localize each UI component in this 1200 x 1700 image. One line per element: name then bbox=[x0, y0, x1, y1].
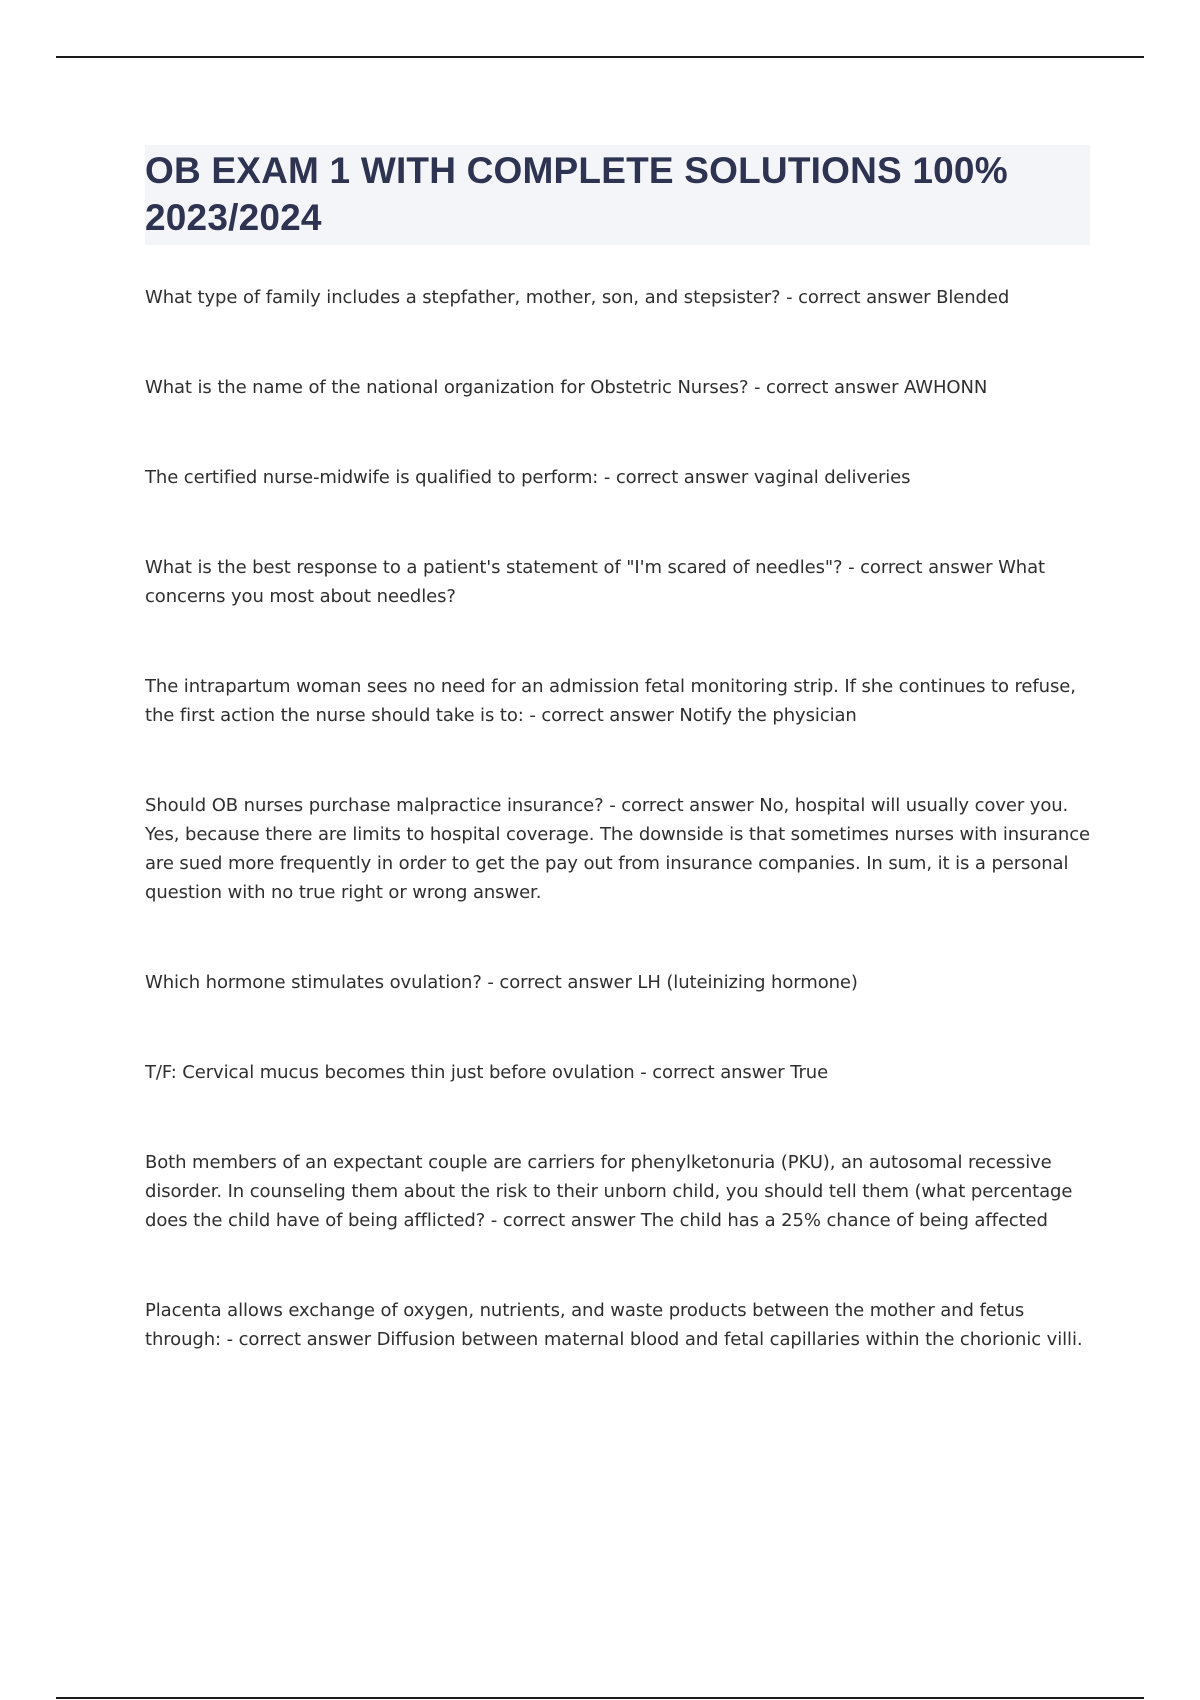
top-divider bbox=[56, 56, 1144, 58]
qa-entry: What is the name of the national organization for Obstetric Nurses? - correct answer AWHONN bbox=[145, 377, 988, 398]
page-title: OB EXAM 1 WITH COMPLETE SOLUTIONS 100% 2023/2024 bbox=[145, 150, 1008, 238]
bottom-divider bbox=[56, 1697, 1144, 1699]
qa-entry: Placenta allows exchange of oxygen, nutrients, and waste products between the mother and fetus through: - correct answer Diffusion between maternal blood and fetal capillaries within the chorionic villi. bbox=[145, 1300, 1083, 1350]
qa-entry: Should OB nurses purchase malpractice insurance? - correct answer No, hospital will usually cover you. Yes, because there are limits to hospital coverage. The downside is that sometimes nurses with insurance are sued more frequently in order to get the pay out from insurance companies. In sum, it is a personal question with no true right or wrong answer. bbox=[145, 795, 1091, 903]
qa-entry: The certified nurse-midwife is qualified to perform: - correct answer vaginal deliveries bbox=[145, 467, 911, 488]
title-banner bbox=[145, 145, 1090, 245]
qa-entry: Both members of an expectant couple are carriers for phenylketonuria (PKU), an autosomal recessive disorder. In counseling them about the risk to their unborn child, you should tell them (what percentage does the child have of being afflicted? - correct answer The child has a 25% chance of being affected bbox=[145, 1152, 1073, 1231]
document-body bbox=[145, 145, 1090, 1415]
qa-entry: What type of family includes a stepfather, mother, son, and stepsister? - correct answer Blended bbox=[145, 287, 1010, 308]
qa-entry: The intrapartum woman sees no need for an admission fetal monitoring strip. If she continues to refuse, the first action the nurse should take is to: - correct answer Notify the physician bbox=[145, 676, 1076, 726]
qa-entry: T/F: Cervical mucus becomes thin just before ovulation - correct answer True bbox=[145, 1062, 829, 1083]
qa-entry: Which hormone stimulates ovulation? - correct answer LH (luteinizing hormone) bbox=[145, 972, 858, 993]
qa-entry: What is the best response to a patient's statement of "I'm scared of needles"? - correct answer What concerns you most about needles? bbox=[145, 557, 1046, 607]
